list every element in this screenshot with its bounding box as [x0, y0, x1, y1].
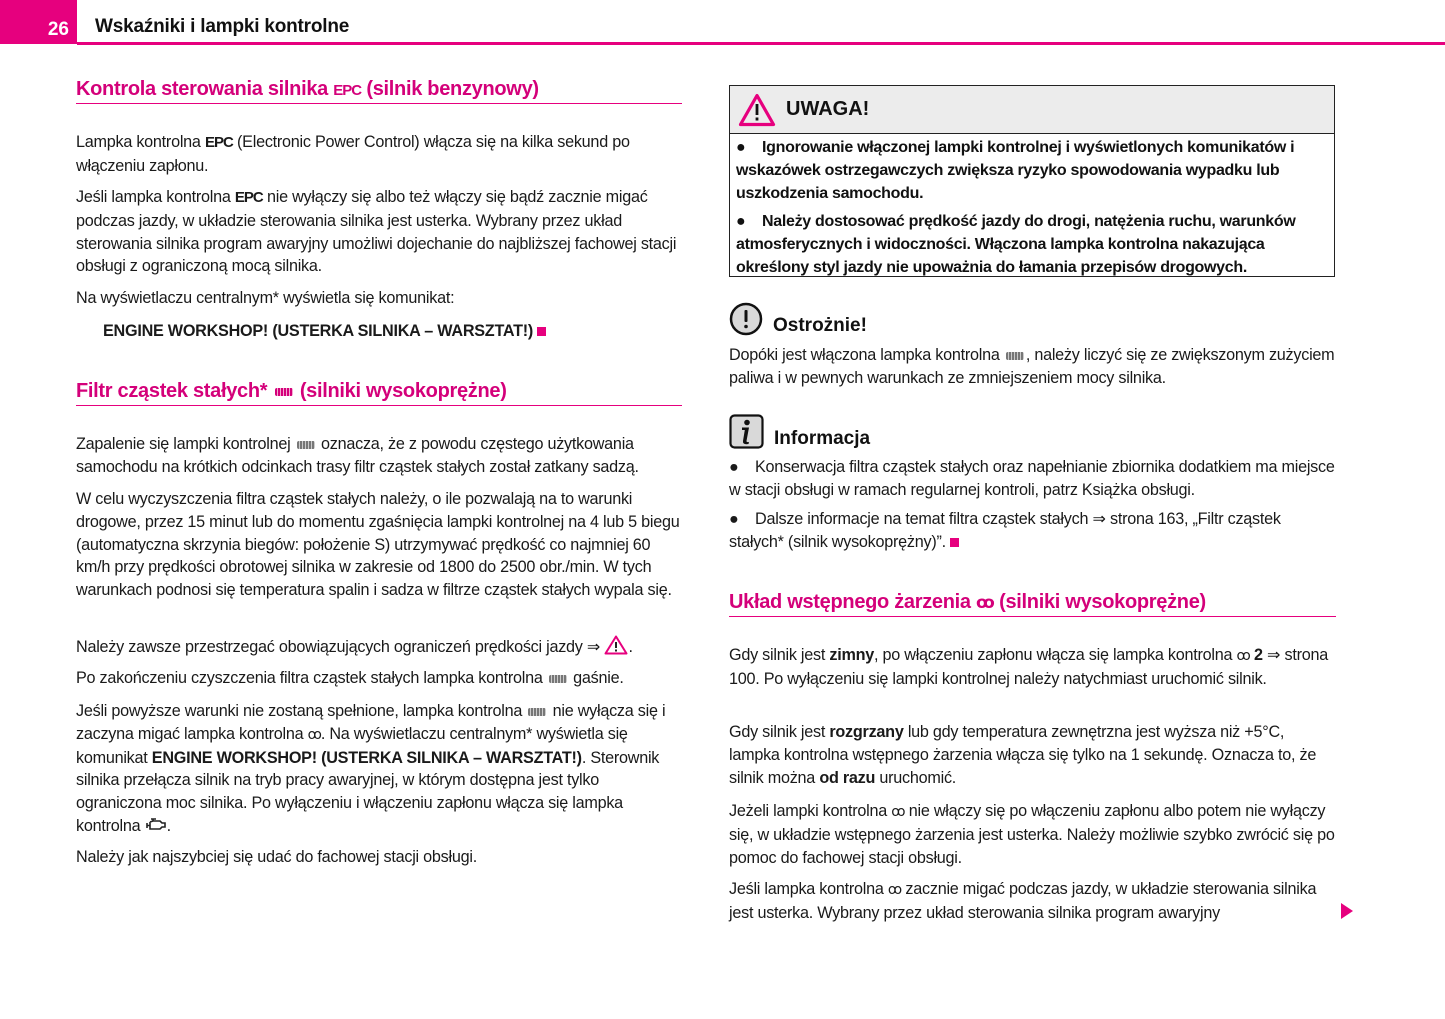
- page-number-block: [0, 0, 77, 44]
- paragraph: Lampka kontrolna EPC (Electronic Power Control) włącza się na kilka sekund po włączeniu zapłonu.: [76, 133, 630, 175]
- info-icon: [729, 414, 764, 449]
- caution-text: Dopóki jest włączona lampka kontrolna , należy liczyć się ze zwiększonym zużyciem paliwa i w pewnych warunkach ze zmniejszeniem mocy silnika.: [729, 346, 1335, 387]
- info-title: Informacja: [774, 428, 871, 449]
- warning-body: [730, 134, 1334, 280]
- paragraph: W celu wyczyszczenia filtra cząstek stałych należy, o ile pozwalają na to warunki drogowe, przez 15 minut lub do momentu zgaśnięcia lampki kontrolnej na 4 lub 5 biegu (automatyczna skrzynia biegów: położenie S) utrzymywać prędkość co najmniej 60 km/h przy prędkości obrotowej silnika w zakresie od 1800 do 2500 obr./min. W tych warunkach podnosi się temperatura spalin i sadza w filtrze cząstek stałych wypala się.: [76, 490, 680, 600]
- page-link[interactable]: ⇒ strona 100. Po wyłączeniu się lampki kontrolnej należy natychmiast uruchomić silnik.: [729, 646, 1329, 688]
- glow-plug-icon: ꝏ: [891, 804, 905, 820]
- paragraph: Należy jak najszybciej się udać do fachowej stacji obsługi.: [76, 848, 477, 866]
- epc-icon: EPC: [333, 82, 362, 99]
- info-header: [729, 414, 870, 449]
- continue-next-page-arrow-icon[interactable]: [1341, 903, 1353, 919]
- display-message: ENGINE WORKSHOP! (USTERKA SILNIKA – WARSZTAT!): [103, 320, 683, 343]
- info-item: ● Konserwacja filtra cząstek stałych oraz napełnianie zbiornika dodatkiem ma miejsce w stacji obsługi w ramach regularnej kontroli, patrz Książka obsługi.: [729, 458, 1335, 499]
- epc-icon: EPC: [234, 189, 263, 206]
- warning-item: ● Należy dostosować prędkość jazdy do drogi, natężenia ruchu, warunków atmosferycznych i widoczności. Włączona lampka kontrolna nakazująca określony styl jazdy nie upoważnia do łamania przepisów drogowych.: [736, 213, 1296, 276]
- warning-item: ● Ignorowanie włączonej lampki kontrolnej i wyświetlonych komunikatów i wskazówek ostrzegawczych zwiększa ryzyko spowodowania wypadku lub uszkodzenia samochodu.: [736, 139, 1295, 202]
- paragraph: Gdy silnik jest zimny, po włączeniu zapłonu włącza się lampka kontrolna ꝏ 2 ⇒ strona 100. Po wyłączeniu się lampki kontrolnej należy natychmiast uruchomić silnik.: [729, 646, 1329, 688]
- diesel-particulate-filter-icon: [275, 388, 293, 396]
- glow-plug-icon: ꝏ: [307, 726, 321, 743]
- epc-icon: EPC: [204, 134, 233, 151]
- diesel-particulate-filter-icon: [297, 441, 315, 449]
- heading-text: (silnik benzynowy): [366, 78, 539, 100]
- glow-plug-icon: ꝏ: [887, 882, 902, 898]
- section-end-marker-icon: [950, 538, 959, 547]
- paragraph: Jeśli lampka kontrolna EPC nie wyłączy się albo też włączy się bądź zacznie migać podczas jazdy, w układzie sterowania silnika jest usterka. Wybrany przez układ sterowania silnika program awaryjny umożliwi dojechanie do najbliższej fachowej stacji obsługi z ograniczoną mocą silnika.: [76, 188, 677, 276]
- warning-triangle-icon: [738, 93, 776, 127]
- figure-reference: 2: [1253, 646, 1263, 664]
- bullet-icon: ●: [736, 213, 746, 231]
- info-item: ● Dalsze informacje na temat filtra cząstek stałych ⇒ strona 163, „Filtr cząstek stałych* (silnik wysokoprężny)”.: [729, 510, 1281, 551]
- section-heading-epc: [76, 78, 682, 104]
- glow-plug-icon: ꝏ: [1236, 648, 1250, 664]
- paragraph: Jeśli lampka kontrolna ꝏ zacznie migać podczas jazdy, w układzie sterowania silnika jest usterka. Wybrany przez układ sterowania silnika program awaryjny: [729, 880, 1317, 922]
- bullet-icon: ●: [729, 510, 739, 528]
- bullet-icon: ●: [729, 458, 739, 476]
- page-number: 26: [47, 19, 69, 40]
- warning-triangle-icon: [604, 635, 628, 655]
- warning-title: UWAGA!: [786, 98, 870, 120]
- caution-header: [729, 302, 867, 336]
- warning-header: [730, 86, 1334, 134]
- diesel-particulate-filter-icon: [549, 675, 567, 683]
- paragraph: Należy zawsze przestrzegać obowiązujących ograniczeń prędkości jazdy ⇒ .: [76, 635, 682, 659]
- section-heading-glow-plug: Układ wstępnego żarzenia ꝏ (silniki wysokoprężne): [729, 591, 1336, 617]
- paragraph: Na wyświetlaczu centralnym* wyświetla się komunikat:: [76, 289, 455, 307]
- diesel-particulate-filter-icon: [1006, 352, 1024, 360]
- bullet-icon: ●: [736, 139, 746, 156]
- paragraph: Jeśli powyższe warunki nie zostaną spełnione, lampka kontrolna nie wyłącza się i zaczyna migać lampka kontrolna ꝏ. Na wyświetlaczu centralnym* wyświetla się komunikat ENGINE WORKSHOP! (USTERKA SILNIKA – WARSZTAT!). Sterownik silnika przełącza silnik na tryb pracy awaryjnej, w którym dostępna jest tylko ograniczona moc silnika. Po wyłączeniu i włączeniu zapłonu włącza się lampka kontrolna .: [76, 702, 666, 835]
- caution-exclamation-icon: [729, 302, 763, 336]
- paragraph: Jeżeli lampki kontrolna ꝏ nie włączy się po włączeniu zapłonu albo potem nie wyłączy się, w układzie wstępnego żarzenia jest usterka. Należy możliwie szybko zwrócić się po pomoc do fachowej stacji obsługi.: [729, 802, 1335, 867]
- page-title: Wskaźniki i lampki kontrolne: [95, 16, 350, 37]
- paragraph: Gdy silnik jest rozgrzany lub gdy temperatura zewnętrzna jest wyższa niż +5°C, lampka kontrolna wstępnego żarzenia włącza się tylko na 1 sekundę. Oznacza to, że silnik można od razu uruchomić.: [729, 723, 1317, 787]
- glow-plug-icon: ꝏ: [976, 593, 994, 613]
- heading-text: Kontrola sterowania silnika: [76, 78, 328, 100]
- caution-title: Ostrożnie!: [773, 315, 867, 336]
- paragraph: Zapalenie się lampki kontrolnej oznacza, że z powodu częstego użytkowania samochodu na krótkich odcinkach trasy filtr cząstek stałych został zatkany sadzą.: [76, 435, 639, 476]
- diesel-particulate-filter-icon: [528, 708, 546, 716]
- header-rule: [77, 42, 1445, 45]
- engine-check-icon: [145, 818, 167, 832]
- section-heading-dpf: Filtr cząstek stałych* (silniki wysokoprężne): [76, 380, 682, 406]
- warning-box: [729, 85, 1335, 277]
- paragraph: Po zakończeniu czyszczenia filtra cząstek stałych lampka kontrolna gaśnie.: [76, 669, 624, 687]
- section-end-marker-icon: [537, 327, 546, 336]
